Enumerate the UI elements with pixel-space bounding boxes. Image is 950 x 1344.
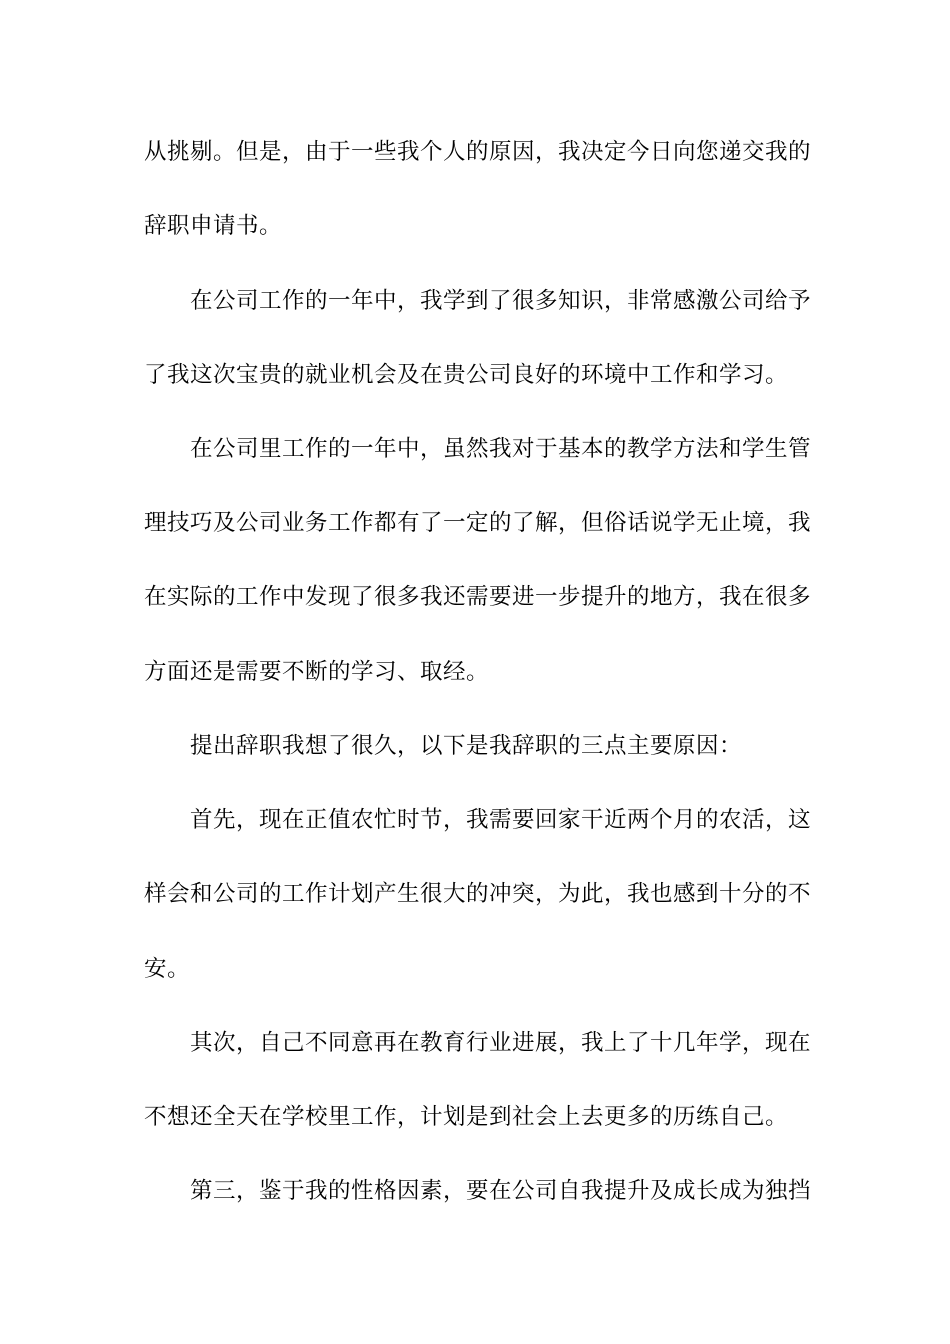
text-line: 首先，现在正值农忙时节，我需要回家干近两个月的农活，这 <box>190 807 812 833</box>
text-line: 辞职申请书。 <box>144 213 283 239</box>
text-line: 其次，自己不同意再在教育行业进展，我上了十几年学，现在 <box>190 1030 812 1056</box>
text-line: 样会和公司的工作计划产生很大的冲突，为此，我也感到十分的不 <box>144 881 812 907</box>
text-line: 在公司里工作的一年中，虽然我对于基本的教学方法和学生管 <box>190 436 812 462</box>
text-line: 安。 <box>144 956 191 982</box>
text-line: 提出辞职我想了很久，以下是我辞职的三点主要原因： <box>190 733 743 759</box>
text-line: 第三，鉴于我的性格因素，要在公司自我提升及成长成为独挡 <box>190 1178 812 1204</box>
text-line: 了我这次宝贵的就业机会及在贵公司良好的环境中工作和学习。 <box>144 362 789 388</box>
text-line: 在公司工作的一年中，我学到了很多知识，非常感激公司给予 <box>190 288 812 314</box>
text-line: 方面还是需要不断的学习、取经。 <box>144 659 490 685</box>
text-line: 在实际的工作中发现了很多我还需要进一步提升的地方，我在很多 <box>144 584 812 610</box>
text-line: 不想还全天在学校里工作，计划是到社会上去更多的历练自己。 <box>144 1104 789 1130</box>
text-line: 理技巧及公司业务工作都有了一定的了解，但俗话说学无止境，我 <box>144 510 812 536</box>
text-line: 从挑剔。但是，由于一些我个人的原因，我决定今日向您递交我的 <box>144 139 812 165</box>
